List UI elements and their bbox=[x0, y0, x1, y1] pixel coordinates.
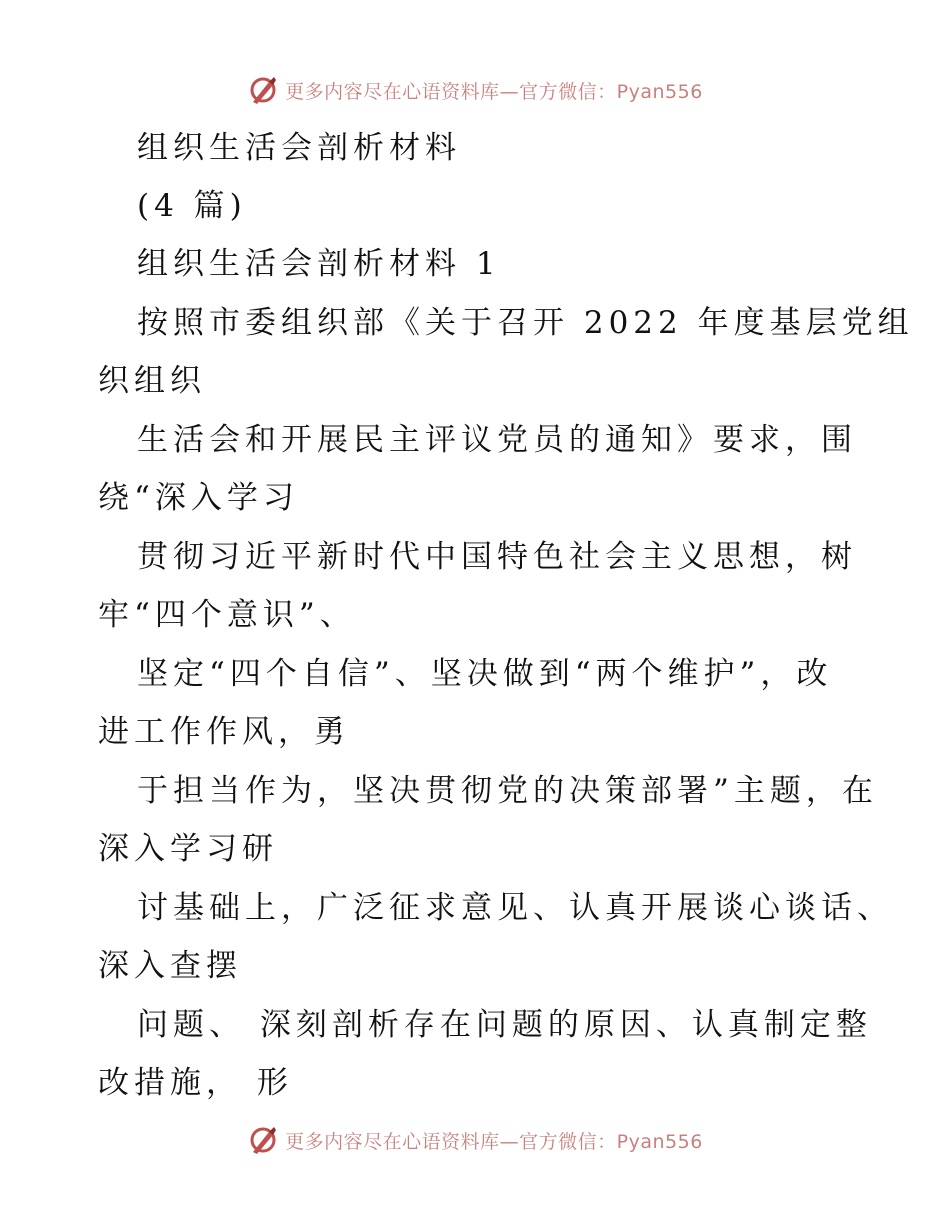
paragraph-line: 织组织 bbox=[98, 363, 206, 399]
header-watermark bbox=[0, 72, 950, 108]
paragraph-line: 坚定“四个自信”、坚决做到“两个维护”，改 bbox=[137, 656, 833, 692]
paragraph-line: 绕“深入学习 bbox=[98, 480, 299, 516]
document-subtitle: (4 篇) bbox=[137, 188, 247, 224]
paragraph-line: 改措施， 形 bbox=[98, 1065, 293, 1101]
paragraph-line: 讨基础上，广泛征求意见、认真开展谈心谈话、 bbox=[137, 890, 893, 926]
paragraph-line: 深入学习研 bbox=[98, 831, 278, 867]
paragraph-line: 牢“四个意识”、 bbox=[98, 597, 356, 633]
pen-in-circle-logo-icon bbox=[247, 74, 279, 106]
pen-in-circle-logo-icon bbox=[247, 1124, 279, 1156]
paragraph-line: 于担当作为，坚决贯彻党的决策部署”主题，在 bbox=[137, 773, 878, 809]
paragraph-line: 贯彻习近平新时代中国特色社会主义思想，树 bbox=[137, 539, 857, 575]
paragraph-line: 问题、 深刻剖析存在问题的原因、认真制定整 bbox=[137, 1007, 872, 1043]
footer-watermark bbox=[0, 1122, 950, 1158]
document-title: 组织生活会剖析材料 bbox=[137, 130, 461, 166]
watermark-text: 更多内容尽在心语资料库—官方微信：Pyan556 bbox=[285, 1130, 703, 1153]
watermark-text: 更多内容尽在心语资料库—官方微信：Pyan556 bbox=[285, 80, 703, 103]
paragraph-line: 按照市委组织部《关于召开 2022 年度基层党组 bbox=[137, 305, 914, 341]
paragraph-line: 生活会和开展民主评议党员的通知》要求，围 bbox=[137, 422, 857, 458]
paragraph-line: 进工作作风，勇 bbox=[98, 714, 350, 750]
section-heading: 组织生活会剖析材料 1 bbox=[137, 246, 501, 282]
paragraph-line: 深入查摆 bbox=[98, 948, 242, 984]
